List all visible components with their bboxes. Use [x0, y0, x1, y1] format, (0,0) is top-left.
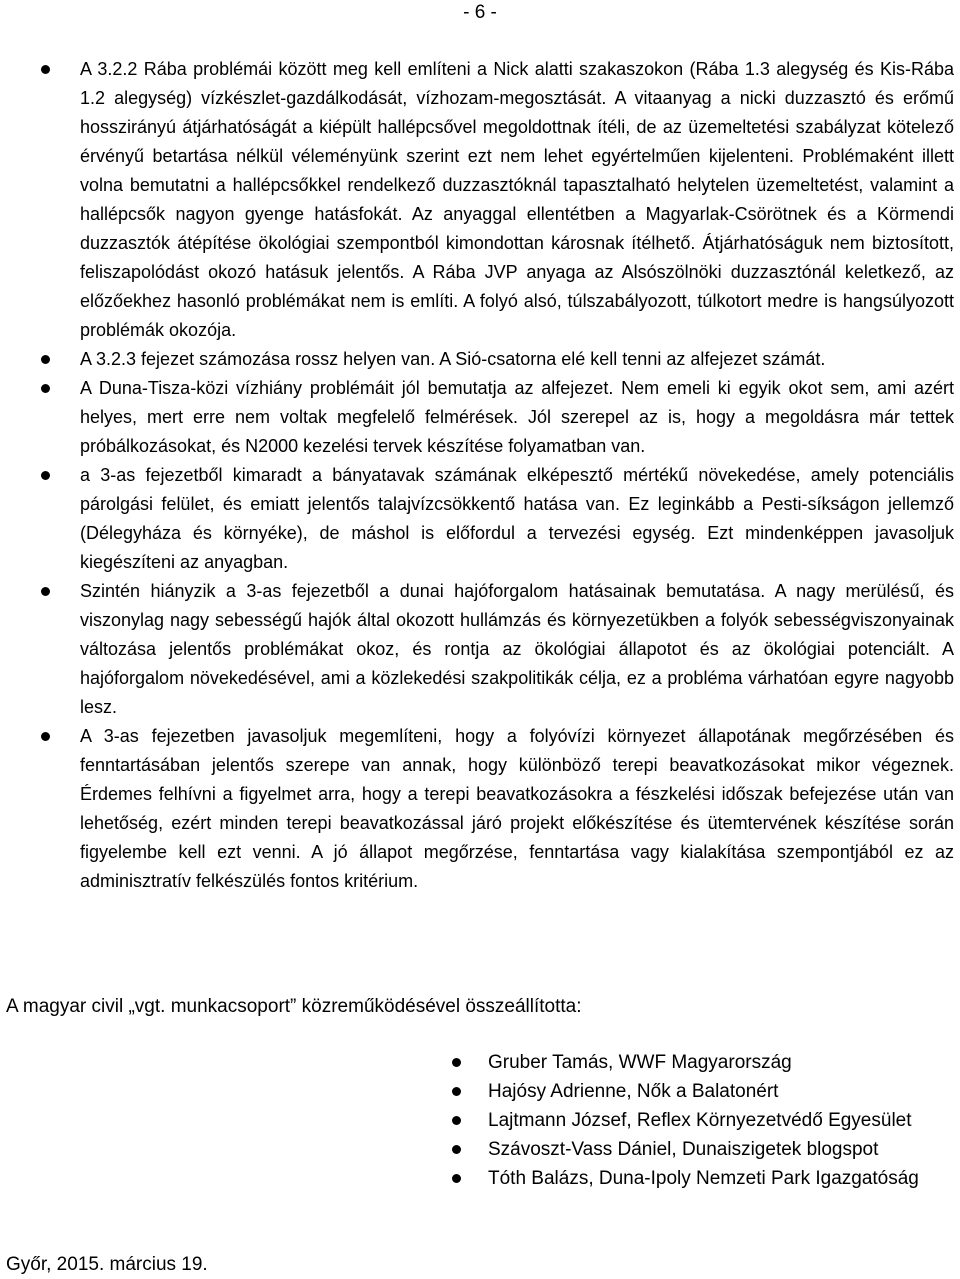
- comment-list: [0, 55, 960, 896]
- bullet-icon: [41, 355, 50, 364]
- comment-item: [0, 374, 960, 461]
- comment-item: [0, 55, 960, 345]
- bullet-icon: [452, 1116, 461, 1125]
- bullet-icon: [41, 587, 50, 596]
- comment-text: A 3-as fejezetben javasoljuk megemlíteni, hogy a folyóvízi környezet állapotának megőrzésében és fenntartásában jelentős szerepe van annak, hogy különböző terepi beavatkozásokat mikor végeznek. Érdemes felhívni a figyelmet arra, hogy a terepi beavatkozásokra a fészkelési időszak befejezése után van lehetőség, ezért minden terepi beavatkozással járó projekt előkészítése és ütemtervének készítése során figyelembe kell ezt venni. A jó állapot megőrzése, fenntartása vagy kialakítása szempontjából ez az adminisztratív felkészülés fontos kritérium.: [80, 726, 954, 891]
- contributor-name: Hajósy Adrienne, Nők a Balatonért: [488, 1081, 779, 1102]
- contributor-item: [0, 1164, 960, 1193]
- bullet-icon: [452, 1058, 461, 1067]
- page-number: - 6 -: [463, 2, 497, 23]
- contributor-item: [0, 1048, 960, 1077]
- contributor-item: [0, 1135, 960, 1164]
- bullet-icon: [452, 1145, 461, 1154]
- contributor-item: [0, 1106, 960, 1135]
- contributor-list: [0, 1048, 960, 1193]
- comment-text: A Duna-Tisza-közi vízhiány problémáit jól bemutatja az alfejezet. Nem emeli ki egyik okot sem, ami azért helyes, mert erre nem voltak megfelelő felmérések. Jól szerepel az is, hogy a megoldásra már tettek próbálkozásokat, és N2000 kezelési tervek készítése folyamatban van.: [80, 378, 954, 456]
- contributor-name: Szávoszt-Vass Dániel, Dunaiszigetek blogspot: [488, 1139, 879, 1160]
- contributor-name: Gruber Tamás, WWF Magyarország: [488, 1052, 792, 1073]
- bullet-icon: [41, 471, 50, 480]
- comment-text: A 3.2.2 Rába problémái között meg kell említeni a Nick alatti szakaszokon (Rába 1.3 alegység és Kis-Rába 1.2 alegység) vízkészlet-gazdálkodását, vízhozam-megosztását. A vitaanyag a nicki duzzasztó és erőmű hosszirányú átjárhatóságát a kiépült hallépcsővel megoldottnak ítéli, de az üzemeltetési szabályzat kötelező érvényű betartása nélkül véleményünk szerint ezt nem lehet egyértelműen kijelenteni. Problémaként illett volna bemutatni a hallépcsőkkel rendelkező duzzasztóknál tapasztalható helytelen üzemeltetést, valamint a hallépcsők nagyon gyenge hatásfokát. Az anyaggal ellentétben a Magyarlak-Csörötnek és a Körmendi duzzasztók átépítése ökológiai szempontból kimondottan károsnak ítélhető. Átjárhatóságuk nem biztosított, feliszapolódást okozó hatásuk jelentős. A Rába JVP anyaga az Alsószölnöki duzzasztónál keletkező, az előzőekhez hasonló problémákat nem is említi. A folyó alsó, túlszabályozott, túlkotort medre is hangsúlyozott problémák okozója.: [80, 59, 954, 340]
- comment-item: [0, 722, 960, 896]
- comment-text: A 3.2.3 fejezet számozása rossz helyen van. A Sió-csatorna elé kell tenni az alfejezet számát.: [80, 349, 826, 369]
- comment-item: [0, 577, 960, 722]
- comment-item: [0, 461, 960, 577]
- bullet-icon: [452, 1174, 461, 1183]
- comment-text: Szintén hiányzik a 3-as fejezetből a dunai hajóforgalom hatásainak bemutatása. A nagy merülésű, és viszonylag nagy sebességű hajók által okozott hullámzás és környezetükben a folyók sebességviszonyainak változása jelentős problémákat okoz, és rontja az ökológiai állapotot és az ökológiai potenciált. A hajóforgalom növekedésével, ami a közlekedési szakpolitikák célja, ez a probléma várhatóan egyre nagyobb lesz.: [80, 581, 954, 717]
- bullet-icon: [41, 384, 50, 393]
- bullet-icon: [452, 1087, 461, 1096]
- compiled-by-statement: A magyar civil „vgt. munkacsoport” közreműködésével összeállította:: [6, 996, 582, 1017]
- contributor-name: Tóth Balázs, Duna-Ipoly Nemzeti Park Igazgatóság: [488, 1168, 919, 1189]
- bullet-icon: [41, 732, 50, 741]
- contributor-item: [0, 1077, 960, 1106]
- comment-item: [0, 345, 960, 374]
- bullet-icon: [41, 65, 50, 74]
- comment-text: a 3-as fejezetből kimaradt a bányatavak számának elképesztő mértékű növekedése, amely potenciális párolgási felület, és emiatt jelentős talajvízcsökkentő hatása van. Ez leginkább a Pesti-síkságon jellemző (Délegyháza és környéke), de máshol is előfordul a tervezési egység. Ezt mindenképpen javasoljuk kiegészíteni az anyagban.: [80, 465, 954, 572]
- contributor-name: Lajtmann József, Reflex Környezetvédő Egyesület: [488, 1110, 912, 1131]
- place-date: Győr, 2015. március 19.: [6, 1254, 208, 1275]
